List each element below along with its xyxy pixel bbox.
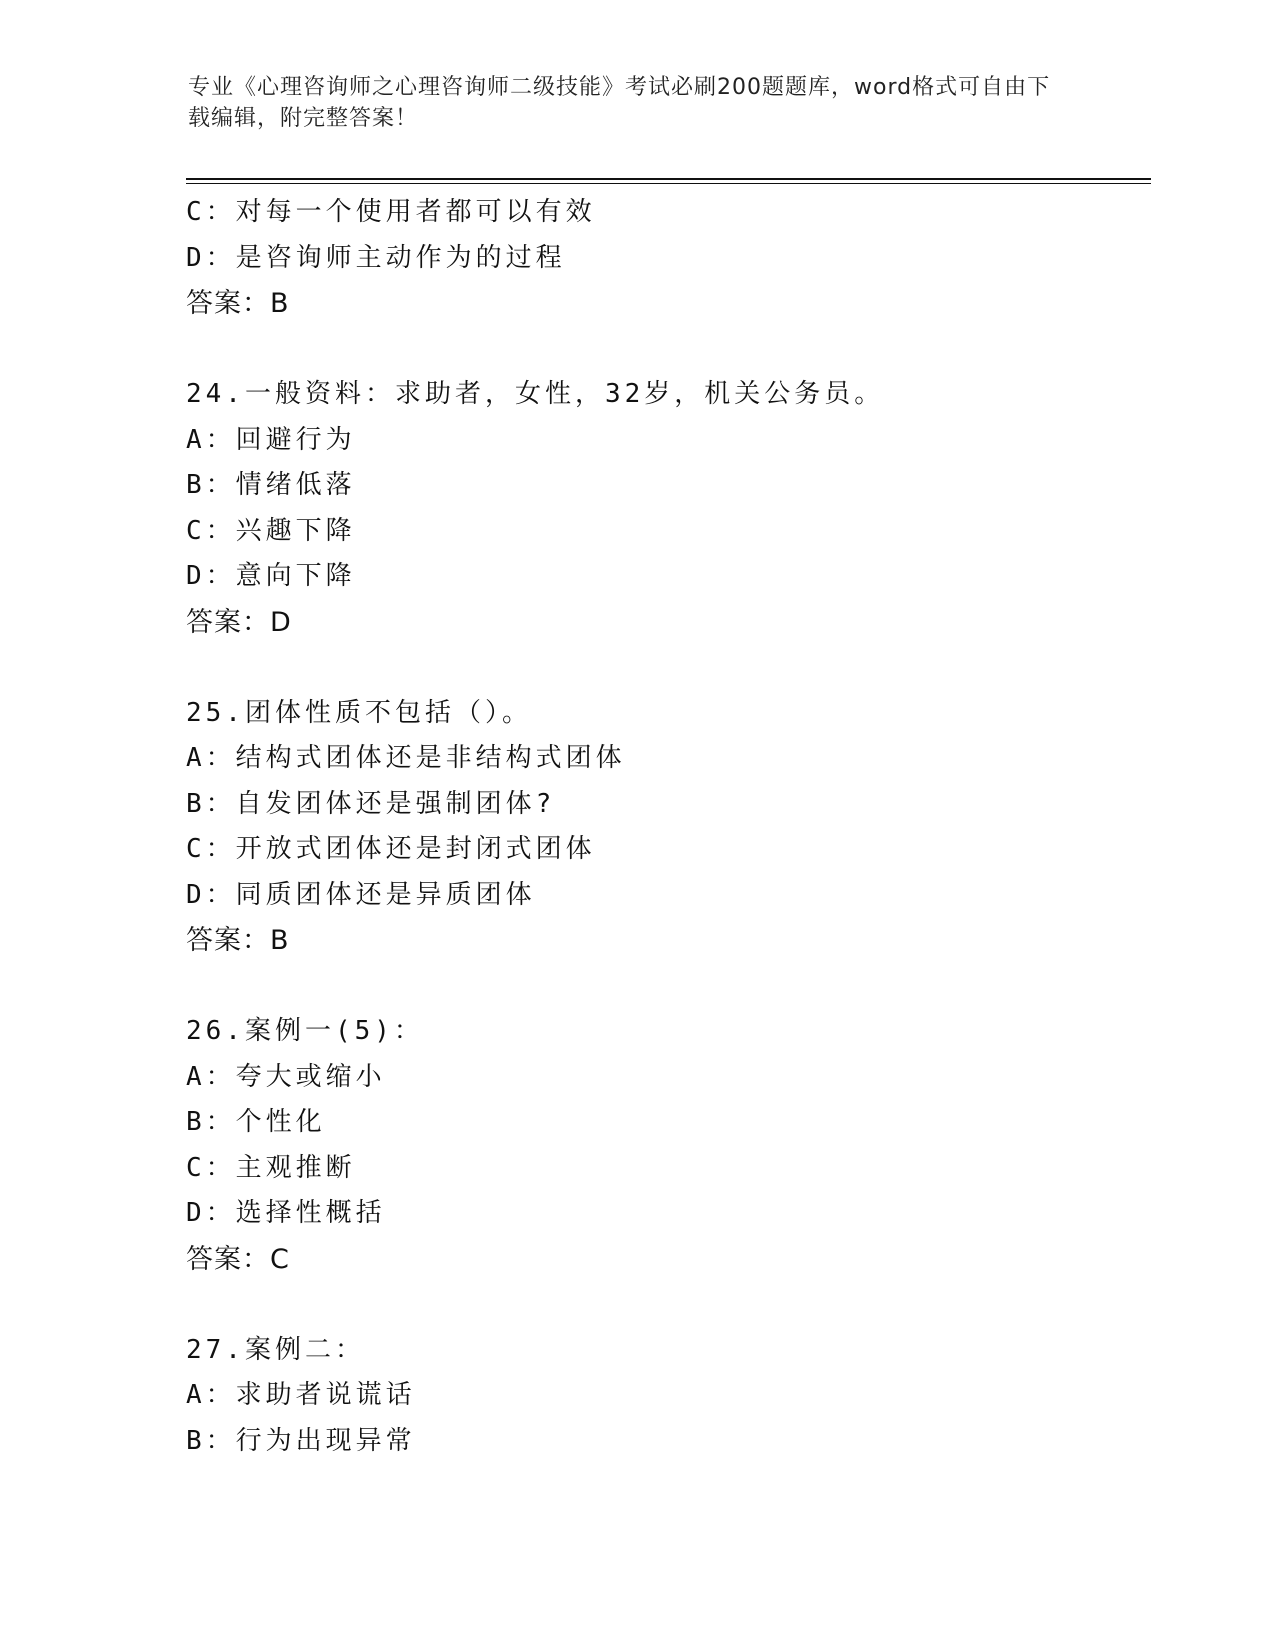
option-d: D：意向下降 [186,561,356,591]
question-stem: 27.案例二： [186,1334,365,1365]
option-b: B：个性化 [186,1107,326,1137]
answer-line: 答案：B [186,288,290,319]
option-a: A：回避行为 [186,424,356,455]
answer-line: 答案：D [186,606,292,638]
answer-line: 答案：B [186,925,290,956]
option-a: A：夸大或缩小 [186,1061,386,1092]
spacer [186,964,1146,1010]
option-d: D：选择性概括 [186,1198,386,1228]
option-a: A：求助者说谎话 [186,1380,416,1410]
option-a: A：结构式团体还是非结构式团体 [186,743,626,773]
header-divider [186,178,1151,184]
spacer [186,645,1146,691]
spacer [186,327,1146,373]
option-c: C：主观推断 [186,1152,356,1183]
question-24 [186,372,1146,645]
option-b: B：情绪低落 [186,470,356,500]
question-stem: 24.一般资料：求助者，女性，32岁，机关公务员。 [186,379,885,409]
option-b: B：自发团体还是强制团体? [186,788,556,819]
header-title: 专业《心理咨询师之心理咨询师二级技能》考试必刷200题题库，word格式可自由下载编辑，附完整答案！ [188,75,1051,131]
option-d: D：是咨询师主动作为的过程 [186,242,566,273]
spacer [186,1282,1146,1328]
question-26 [186,1009,1146,1282]
question-25 [186,691,1146,964]
question-list [186,190,1146,1464]
question-27 [186,1328,1146,1465]
question-stem: 25.团体性质不包括（）。 [186,697,532,728]
option-d: D：同质团体还是异质团体 [186,879,536,910]
option-c: C：开放式团体还是封闭式团体 [186,834,596,864]
option-c: C：对每一个使用者都可以有效 [186,197,596,227]
document-header [188,72,1068,134]
answer-line: 答案：C [186,1243,290,1275]
prev-question-tail [186,190,1146,327]
question-stem: 26.案例一(5)： [186,1016,424,1046]
option-b: B：行为出现异常 [186,1425,416,1456]
option-c: C：兴趣下降 [186,515,356,546]
